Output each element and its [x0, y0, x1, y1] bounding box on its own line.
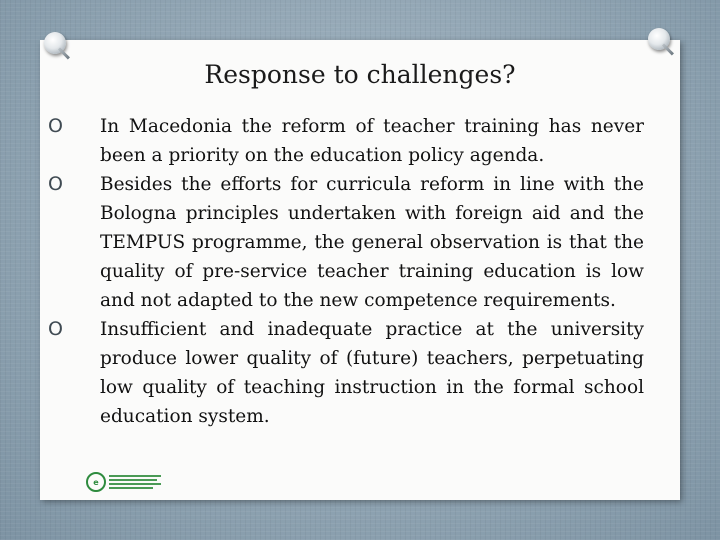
bullet-item — [48, 315, 644, 431]
bullet-marker-icon: O — [48, 115, 63, 137]
bullet-marker-icon: O — [48, 173, 63, 195]
logo-text-lines — [109, 475, 161, 489]
pushpin-icon — [648, 28, 670, 50]
bullet-text: In Macedonia the reform of teacher training has never been a priority on the education policy agenda. — [100, 116, 644, 166]
bullet-marker-icon: O — [48, 318, 63, 340]
bullet-item — [48, 112, 644, 170]
logo-emblem-icon: e — [86, 472, 106, 492]
bullet-text: Besides the efforts for curricula reform in line with the Bologna principles undertaken with foreign aid and the TEMPUS programme, the general observation is that the quality of pre-service teacher training education is low and not adapted to the new competence requirements. — [100, 174, 644, 311]
organization-logo-icon — [86, 471, 164, 493]
slide-title: Response to challenges? — [204, 60, 516, 89]
bullet-text: Insufficient and inadequate practice at the university produce lower quality of (future) teachers, perpetuating low quality of teaching instruction in the formal school education system. — [100, 319, 644, 427]
bullet-list — [48, 112, 644, 431]
pushpin-icon — [44, 32, 66, 54]
bullet-item — [48, 170, 644, 315]
